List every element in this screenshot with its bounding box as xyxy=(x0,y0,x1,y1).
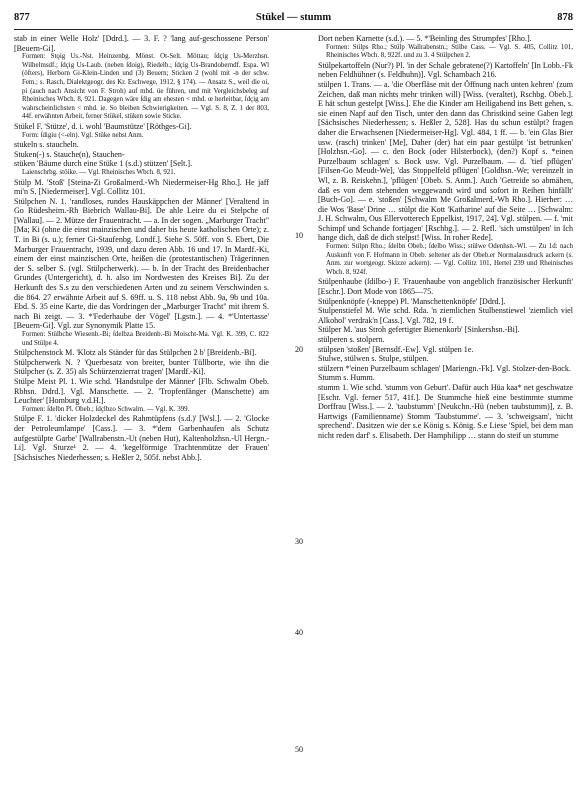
forms-note: Laienschrbg. stöike. — Vgl. Rheinisches Wbch. 8, 921. xyxy=(22,168,176,176)
entry-stuelperen: stülperen s. stolpern. xyxy=(318,335,385,344)
forms-note: Formen: Stǫig Us.-Nst. Heinzenbg. Mönst. Ot-Selt. Möttau; ſdçig Us-Merzhsn. Wilhelmsdf.; ſdçig Us-Laub. (neben ſdoig), Riedelb.; ſdçig Us-Brandoberndf. Espa. Wl (öfters), Herborn Gi-Klein-Linden und (3) Beuern; Sticken 2 (wohl mit -n der schw. Fem.; s. Rasch, Dialektgeogr. des Kr. Eschwege, 1912, § 174). — Ansatz S., weil die oi, pi (auch nach Ansicht von F. Stroh) auf mhd. üe führen, und mit Vergleichsbeleg auf Rheinisches Wbch. 8, 921. Dagegen wäre ſdig am ehesten < mhd. œ herleitbar, ſdçig am wahrscheinlichsten < mhd. ie. So bleiben Schwierigkeiten. — Vgl. S. 8, Z. 1 der 803, 44f. erwähnten Arbeit, ferner Stükel, stüken sowie Sticke. xyxy=(22,53,269,121)
entry-stuelpchen: Stülpchen N. 1. 'randloses, rundes Hauskäppchen der Männer' [Veraltend in Go Rüdesheim.-Rh Biebrich Wallau-Bi]. De ahle Leire du ei Stelpche of [Wallau]. — 2. Mütze der Frauentracht. — a. In der sogen. „Marburger Tracht" [Ma; Ki (ohne die einst mainzischen und daher bis heute katholischen Orte); z. T. in Bi (s. u.); ferner Gi-Staufenbg. Londf.]. Siehe S. 50ff. von S. Ebert, Die Marburger Frauentracht, 1939, und dazu deren Abb. 16 und 17. In Mardf.-Ki, einem der einst mainzischen Orte, heißen die (protestantischen) Trägerinnen der S. selber S. (vgl. Stülpcherwerk). — b. In der Tracht des Breidenbacher Grundes (Untergericht), d. h. also im Nordwesten des Kreises Bi]. Zu der Herkunft des S.s zu den verschiedenen Arten und zu seinem Verschwinden s. die 864. 27 erwähnte Arbeit auf S. 69ff. u. S. 118 nebst Abb. 9a, 9b und 10a. Ebd. S. 35 eine Karte, die das Vordringen der „Marburger Tracht" mit ihrem S. nach Bi zeigt. — 3. *'Federhaube der Vögel' [Lgstn.]. — 4. *'Untertasse' [Beuern-Gi]. Vgl. zur Synonymik Platte 15. xyxy=(14,196,269,331)
entry-stuelpe-m: Stülpe Meist Pl. 1. Wie schd. 'Handstulpe der Männer' [Flb. Schwalm Obeb. Rbhsn. Ddrd.]. Vgl. Manschette. — 2. 'Tropfenfänger (Manschette) am Leuchter' [Homburg v.d.H.]. xyxy=(14,376,269,406)
line-number: 20 xyxy=(295,345,303,354)
entry-stuelzern: stülzern *'einen Purzelbaum schlagen' [Mariengn.-Fk]. Vgl. Stolzer-den-Bock. xyxy=(318,363,571,373)
entry-stuelpen: stülpen 1. Trans. — a. 'die Oberfläse mit der Öffnung nach unten kehren' (zum Zeichen, daß man nichts mehr trinken will) [Wiss. (veraltet), Rschbg. Obeb.]. E hät schun gestelpt [Wiss.]. Ehe die Kinder am Heiligabend ins Bett gehen, s. sie einen Napf auf den Tisch, unter den dann das Christkind seine Gaben legt [Sächsisches Niederhessen; s. Heßler 2, 528]. Has du schun estülpt? fragen daher die Erwachsenen [Niedermeiser-Hg]. Vgl. 484, 1 ff. — b. 'ein Glas Bier usw. (rasch) trinken' [Me], Daher (der) hat ein paar gestülpt 'ist betrunken' [Holzhsn.-Go]. — c. den Bock (oder Hilsterbock), (den?) Kopf s. *einen Purzelbaum schlagen' s. Bock usw. Vgl. Purzelbaum. — d. 'tief pflügen' [Filsen-Go Meudt-We], 'das Stoppelfeld pflügen' [Goldhsn.-We; vereinzelt in Wl, z. B. Reiskehn.], 'pflügen' [Obeb. S. Anm.]. Auch 'Getreide so abmähen, daß es von dem stehenden weggewandt wird und sofort in Reihen hinfällt' [Buch-Go]. — e. 'stoßen' [Schwalm Me Großalmerd.-Wh Rho.]. Hierher: … die Wos 'Base' Drine … stülpt die Kott 'Katharine' auf die Seite … [Schwalm: J. H. Schwalm, Ous Ellervotterech Eppelkist, 1917, 24]. Vgl. stülpen. — f. 'mit Schimpf und Schande fortjagen' [Rschbg.]. — 2. Refl. 'sich umstülpen' in Ich hange dich, daß de dich stelpst! [Wiss. In roher Rede]. xyxy=(318,79,573,243)
entry-stulwe: Stulwe, stülwen s. Stulpe, stülpen. xyxy=(318,354,429,364)
entry-stuelpenhaube: Stülpenhaube (ſdilbo-) F. 'Frauenhaube von angeblich französischer Herkunft' [Eschr.]. Dort Mode von 1865—75. xyxy=(318,277,573,297)
page-number-left: 877 xyxy=(14,12,30,23)
entry-stuelpekartoffeln: Stülpekartoffeln (Nur?) Pl. 'in der Schale gebratene(?) Kartoffeln' [In Lobb.-Fk neben Feldhühner (s. Feldhuhn)]. Vgl. Schambach 216. xyxy=(318,60,573,80)
line-number: 40 xyxy=(295,628,303,637)
forms-note: Formen: Stilpn Rho.; ſdelbn Obeb.; ſdelbo Wiss.; stülwe Odenhsn.-Wl. — Zu 1d: nach Auskunft von F. Hofmann in Obeb. seltener als der Obeb.er Normalausdruck ackern (s. Anm. zur wortgeogr. Skizze ackern). — Vgl. Collitz 101, Hertel 239 und Rheinisches Wbch. 8, 924f. xyxy=(326,243,573,276)
entry-stuelper: Stülper M. 'aus Stroh gefertigter Bienenkorb' [Sinkershsn.-Bi]. xyxy=(318,325,520,335)
entry-stuken: Stuken(-) s. Stauche(n), Stauchen- xyxy=(14,149,125,159)
left-column xyxy=(14,34,269,794)
entry-stulpenstiefel: Stulpenstiefel M. Wie schd. Rda. 'n ziemlichen Stulbenstiewel 'ziemlich viel Alkohol' verdrak'n [Cass.]. Vgl. 782, 19 f. xyxy=(318,306,573,325)
entry-stuelpenknoepfe: Stülpenknöpfe (-kneppe) Pl. 'Manschettenknöpfe' [Ddrd.]. xyxy=(318,296,506,306)
entry-stumm: stumm 1. Wie schd. 'stumm von Geburt'. Dafür auch Hüa kaa* net geschwatze [Eschr. Vgl. ferner 517, 41f.]. De Stummche hieß eine bestimmte stumme Dorffrau [Wiss.]. — 2. 'taubstumm' [Neukchn.-Hü (neben taubstumm)], z. B. Hartwigs (Familienname) Stomm 'Taubstumme'. — 3. 'schweigsam', 'nicht sprechend'. Dasitzen wie der s.e König s. König. S.e Liese 'Spiel, bei dem man nicht reden darf' s. Elisabeth. Der Hamphilipp … stann do steif un stumme xyxy=(318,382,573,440)
line-number: 10 xyxy=(295,231,303,240)
forms-note: Formen: ſdelbn Pl. Obeb.; ſdçlbzo Schwalm. — Vgl. K. 399. xyxy=(22,405,190,413)
line-number: 50 xyxy=(295,745,303,754)
entry-stuelpcherwerk: Stülpcherwerk N. ? 'Querbesatz von breiter, bunter Tüllborte, wie ihn die Stülpcher (s. Z. 35) als Schürzenzierrat tragen' [Mardf.-Ki]. xyxy=(14,357,269,377)
entry-text: Dort neben Karnette (s.d.). — 5. *'Beinling des Strumpfes' [Rho.]. xyxy=(318,34,532,43)
header-rule xyxy=(14,29,573,30)
entry-text: stab in einer Welle Holz' [Ddrd.]. — 3. F. ? 'lang auf-geschossene Person' [Beuern-Gi]. xyxy=(14,34,269,53)
forms-note: Formen: Stilps Rho.; Stülp Wallrabenstn.; Stilbe Cass. — Vgl. S. 405, Collitz 101, Rheinisches Wbch. 8, 922f. und zu 3. 4 Stülpchen 2. xyxy=(326,43,573,60)
running-title: Stükel — stumm xyxy=(255,12,332,23)
entry-stueken: stüken 'Bäume durch eine Stüke 1 (s.d.) stützen' [Selt.]. xyxy=(14,159,193,169)
entry-stuelpe-f: Stülpe F. 1. 'dicker Holzdeckel des Rahmtüpfens (s.d.)' [Wsl.]. — 2. 'Glocke der Petroleumlampe' [Cass.]. — 3. *'dem Garbenhaufen als Schutz aufgestülpte Garbe' [Wallrabenstn.-Ut (neben Hut), Kaltenholzhsn.-Ul Hergn.-Li]. Vgl. Sturze¹ 2. — 4. 'kegelförmige Trachtenmütze der Frauen' [Sächsisches Niederhessen; s. Heßler 2, 505f. nebst Abb.]. xyxy=(14,414,269,462)
right-column xyxy=(318,34,573,794)
entry-stumm-ref: Stumm s. Humm. xyxy=(318,373,375,383)
entry-stukeln: stukeln s. staucheln. xyxy=(14,140,79,150)
line-number: 30 xyxy=(295,537,303,546)
entry-stuelpsen: stülpsen 'stoßen' [Bernsdf.-Ew]. Vgl. stülpen 1e. xyxy=(318,344,474,354)
entry-stuelpchenstock: Stülpchenstock M. 'Klotz als Ständer für das Stülpchen 2 b' [Breidenb.-Bi]. xyxy=(14,348,257,358)
forms-note: Form: ſdigiu (<-eln). Vgl. Stüke nebst Anm. xyxy=(22,131,144,139)
entry-stuelp: Stülp M. 'Stoß' [Steina-Zi Großalmerd.-Wh Niedermeiser-Hg Rho.]. He jaff mi'n S. [Niedermeiser]. Vgl. Collitz 101. xyxy=(14,177,269,197)
entry-stuekel: Stükel F. 'Stütze', d. i. wohl 'Baumstütze' [Röthges-Gi]. xyxy=(14,121,192,131)
forms-note: Formen: Stülbche Wiesenb.-Bi; ſdelbza Breidenb.-Bi Moischt-Ma. Vgl. K. 399, C. 822 und Stülpe 4. xyxy=(22,331,269,347)
page-number-right: 878 xyxy=(557,12,573,23)
